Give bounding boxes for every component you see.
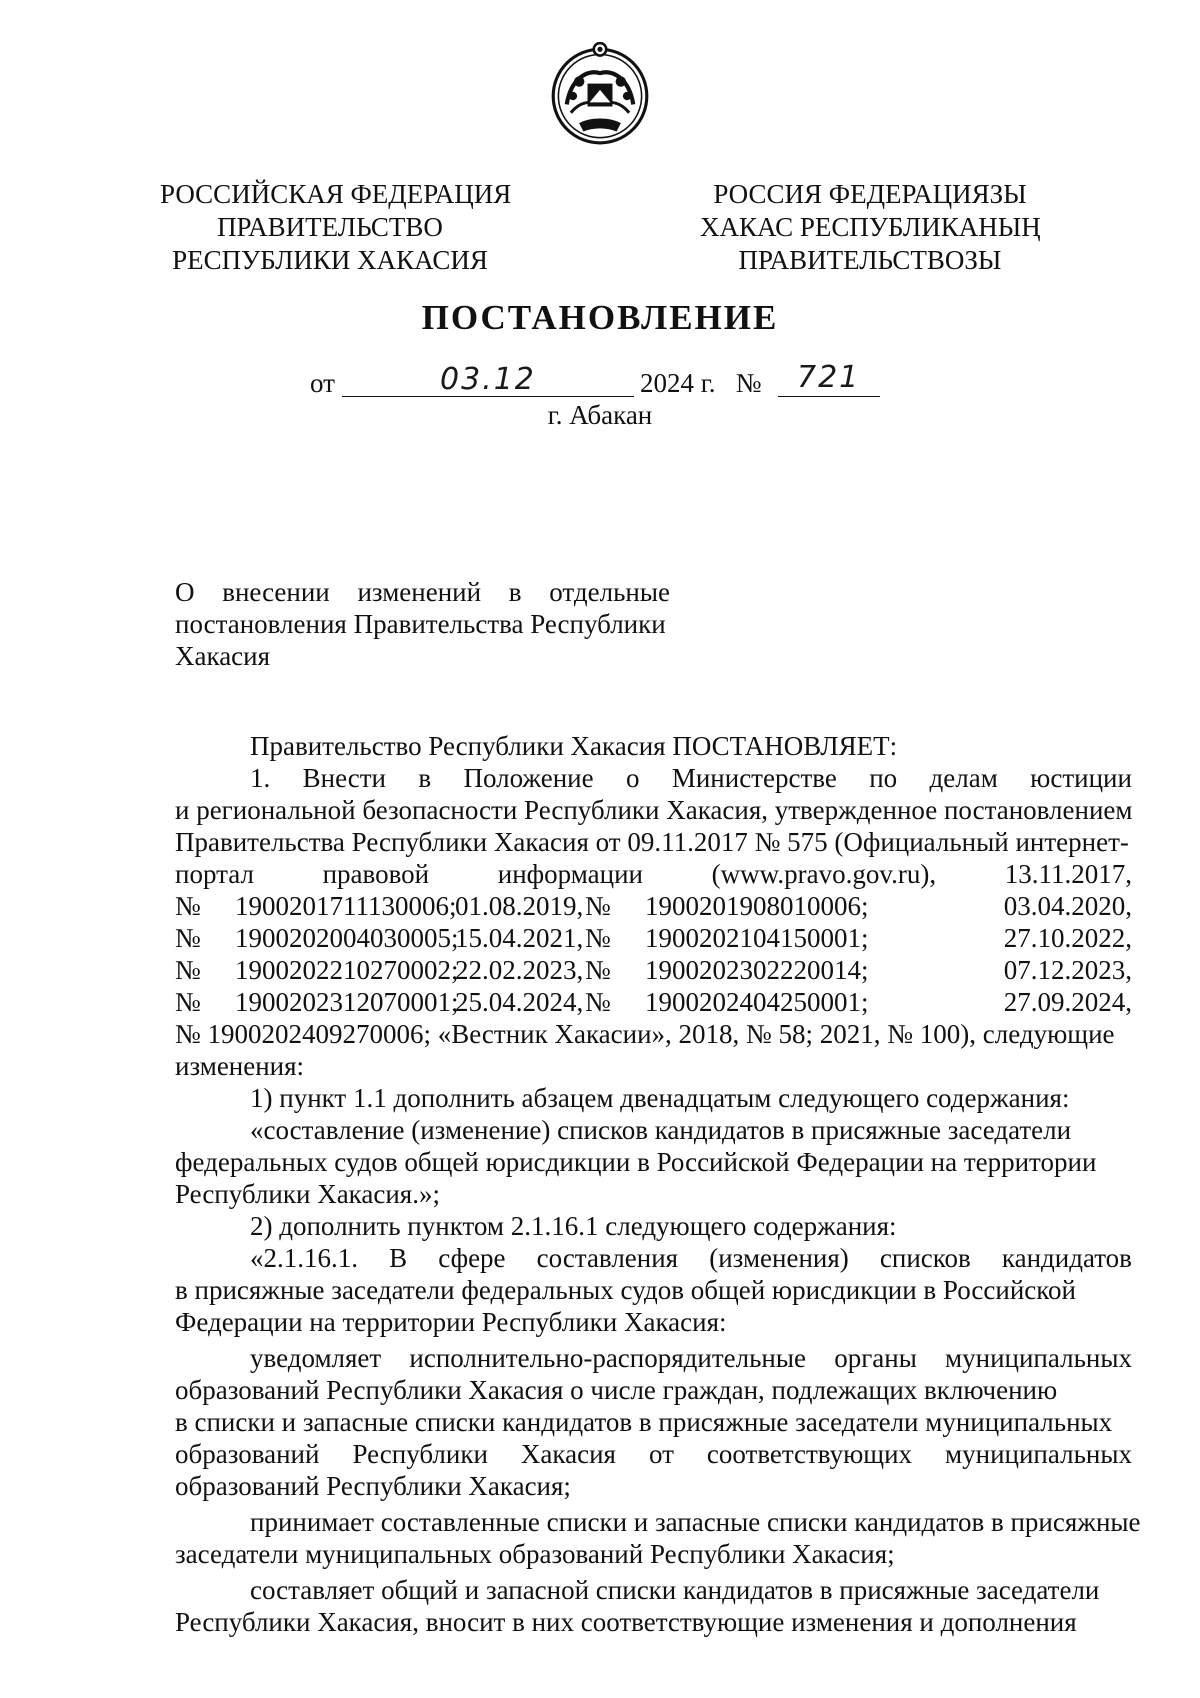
year: 2024 г. — [640, 368, 716, 398]
registry-cell: № — [585, 891, 611, 921]
body-line: принимает составленные списки и запасные списки кандидатов в присяжные — [250, 1507, 1141, 1537]
word: от — [648, 1439, 674, 1469]
subject-line: Хакасия — [175, 641, 271, 671]
registry-cell: 1900201908010006; — [645, 891, 869, 921]
document-subject — [175, 576, 670, 672]
body-line — [175, 858, 1132, 890]
handwritten-date: 03.12 — [440, 362, 536, 397]
header-left-line: РЕСПУБЛИКИ ХАКАСИЯ — [172, 245, 488, 275]
word: сфере — [438, 1243, 506, 1273]
word: О — [175, 577, 195, 607]
registry-cell: 27.09.2024, — [1003, 987, 1132, 1017]
number-sign: № — [735, 368, 762, 398]
header-right-line: РОССИЯ ФЕДЕРАЦИЯЗЫ — [713, 179, 1027, 209]
registry-cell: 1900202302220014; — [645, 955, 869, 985]
word: информации — [497, 859, 643, 889]
number-underline — [778, 396, 880, 397]
body-line: «составление (изменение) списков кандидатов в присяжные заседатели — [250, 1115, 1072, 1145]
body-line — [175, 1242, 1132, 1274]
intro-line: Правительство Республики Хакасия ПОСТАНОВЛЯЕТ: — [250, 731, 898, 761]
word: 13.11.2017, — [1004, 859, 1132, 889]
word: в — [418, 763, 432, 793]
word: в — [508, 577, 522, 607]
word: 1. — [250, 763, 271, 793]
word: органы — [834, 1343, 917, 1373]
word: «2.1.16.1. — [250, 1243, 358, 1273]
registry-cell: 27.10.2022, — [1003, 923, 1132, 953]
word: отдельные — [549, 577, 670, 607]
body-line: в списки и запасные списки кандидатов в присяжные заседатели муниципальных — [175, 1407, 1113, 1437]
city: г. Абакан — [547, 400, 653, 430]
registry-cell: № — [585, 955, 611, 985]
registry-cell: 07.12.2023, — [1003, 955, 1132, 985]
word: Внести — [302, 763, 386, 793]
word: муниципальных — [945, 1439, 1132, 1469]
header-left — [160, 178, 512, 277]
word: (изменения) — [709, 1243, 849, 1273]
body-line: образований Республики Хакасия; — [175, 1471, 571, 1501]
word: списков — [879, 1243, 971, 1273]
word: внесении — [222, 577, 330, 607]
document-body — [175, 730, 1141, 1638]
date-prefix: от — [310, 368, 335, 398]
body-line: составляет общий и запасной списки кандидатов в присяжные заседатели — [250, 1575, 1100, 1605]
word: правовой — [322, 859, 430, 889]
registry-cell: № — [175, 987, 201, 1017]
header-right — [700, 178, 1040, 277]
registry-cell: 03.04.2020, — [1003, 891, 1132, 921]
word: кандидатов — [1001, 1243, 1132, 1273]
year-and-number-sign — [640, 368, 762, 399]
registry-cell: № — [175, 891, 201, 921]
word: муниципальных — [945, 1343, 1132, 1373]
registry-cell: № — [175, 923, 201, 953]
document-title: ПОСТАНОВЛЕНИЕ — [421, 298, 779, 337]
word: портал — [175, 859, 254, 889]
word: изменений — [357, 577, 482, 607]
body-line: и региональной безопасности Республики Хакасия, утвержденное постановлением — [175, 795, 1133, 825]
header-right-line: ХАКАС РЕСПУБЛИКАНЫҢ — [700, 212, 1041, 242]
registry-cell: 1900202004030005; — [235, 923, 459, 953]
registry-cell: 25.04.2024, — [455, 987, 584, 1017]
word: Хакасия — [520, 1439, 616, 1469]
word: В — [389, 1243, 408, 1273]
registry-cell: 1900201711130006; — [235, 891, 457, 921]
subject-line: постановления Правительства Республики — [175, 609, 666, 639]
item-1: 1) пункт 1.1 дополнить абзацем двенадцатым следующего содержания: — [250, 1083, 1070, 1113]
registry-cell: 1900202312070001; — [235, 987, 459, 1017]
word: соответствующих — [706, 1439, 913, 1469]
word: уведомляет — [250, 1343, 382, 1373]
body-line — [175, 1438, 1132, 1470]
registry-cell: № — [585, 987, 611, 1017]
word: образований — [175, 1439, 320, 1469]
word: о — [625, 763, 640, 793]
word: Положение — [463, 763, 594, 793]
registry-cell: № — [175, 955, 201, 985]
subject-line — [175, 576, 670, 608]
body-line: изменения: — [175, 1051, 305, 1081]
registry-cell: 1900202404250001; — [645, 987, 869, 1017]
body-line: образований Республики Хакасия о числе граждан, подлежащих включению — [175, 1375, 1058, 1405]
republic-emblem-icon — [548, 42, 652, 146]
handwritten-number: 721 — [797, 360, 861, 395]
body-line: федеральных судов общей юрисдикции в Российской Федерации на территории — [175, 1147, 1097, 1177]
header-left-line: ПРАВИТЕЛЬСТВО — [217, 212, 443, 242]
word: (www.pravo.gov.ru), — [711, 859, 937, 889]
registry-row — [175, 954, 1132, 986]
word: исполнительно-распорядительные — [409, 1343, 806, 1373]
registry-cell: 15.04.2021, — [455, 923, 584, 953]
registry-cell: 1900202104150001; — [645, 923, 869, 953]
body-line — [175, 762, 1132, 794]
body-line: заседатели муниципальных образований Республики Хакасия; — [175, 1539, 895, 1569]
registry-cell: 22.02.2023, — [455, 955, 584, 985]
body-line: Республики Хакасия, вносит в них соответствующие изменения и дополнения — [175, 1607, 1077, 1637]
word: Министерстве — [671, 763, 837, 793]
body-line: Республики Хакасия.»; — [175, 1179, 440, 1209]
registry-cell: 1900202210270002; — [235, 955, 459, 985]
registry-cell: 01.08.2019, — [455, 891, 584, 921]
body-line: № 1900202409270006; «Вестник Хакасии», 2018, № 58; 2021, № 100), следующие — [175, 1019, 1115, 1049]
word: юстиции — [1030, 763, 1132, 793]
header-right-line: ПРАВИТЕЛЬСТВОЗЫ — [738, 245, 1002, 275]
body-line: в присяжные заседатели федеральных судов общей юрисдикции в Российской — [175, 1275, 1076, 1305]
body-line — [175, 1342, 1132, 1374]
body-line: Федерации на территории Республики Хакасия: — [175, 1307, 727, 1337]
item-2: 2) дополнить пунктом 2.1.16.1 следующего содержания: — [250, 1211, 897, 1241]
header-left-line: РОССИЙСКАЯ ФЕДЕРАЦИЯ — [160, 179, 512, 209]
registry-row — [175, 986, 1132, 1018]
body-line: Правительства Республики Хакасия от 09.11.2017 № 575 (Официальный интернет- — [175, 827, 1129, 857]
registry-row — [175, 922, 1132, 954]
registry-row — [175, 890, 1132, 922]
word: составления — [536, 1243, 679, 1273]
registry-cell: № — [585, 923, 611, 953]
word: делам — [929, 763, 998, 793]
word: по — [869, 763, 898, 793]
word: Республики — [352, 1439, 488, 1469]
